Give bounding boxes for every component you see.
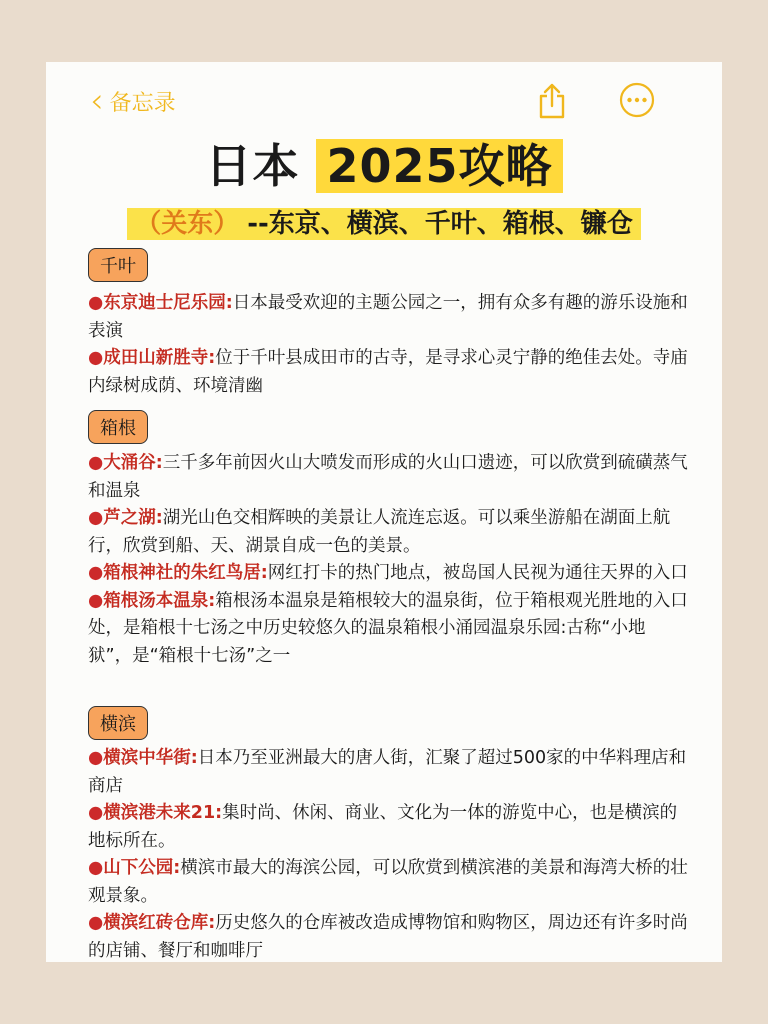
back-label: 备忘录 <box>109 90 176 116</box>
section-heading-chiba: 千叶 <box>88 248 148 282</box>
item-name: 成田山新胜寺: <box>103 348 216 368</box>
item-name: 箱根汤本温泉: <box>103 590 216 611</box>
section-list-yokohama <box>88 745 688 965</box>
bullet-icon: ● <box>88 803 104 823</box>
item-name: 山下公园: <box>103 858 181 878</box>
item-name: 箱根神社的朱红鸟居: <box>103 563 268 583</box>
subtitle <box>0 203 768 240</box>
section-list-chiba <box>88 290 688 400</box>
item-desc: 网红打卡的热门地点，被岛国人民视为通往天界的入口 <box>267 563 688 583</box>
section-list-hakone <box>88 450 688 670</box>
share-icon[interactable] <box>536 82 568 120</box>
list-item <box>88 855 688 910</box>
bullet-icon: ● <box>88 590 104 611</box>
list-item <box>88 505 688 560</box>
item-desc: 箱根汤本温泉是箱根较大的温泉街，位于箱根观光胜地的入口处，是箱根十七汤之中历史较悠久的温泉箱根小涌园温泉乐园:古称“小地狱”，是“箱根十七汤”之一 <box>88 590 688 666</box>
bullet-icon: ● <box>88 348 104 368</box>
chevron-left-icon: ‹ <box>90 81 104 121</box>
title-part1: 日本 <box>205 139 300 193</box>
list-item <box>88 345 688 400</box>
item-name: 横滨中华街: <box>103 748 198 768</box>
item-name: 东京迪士尼乐园: <box>103 293 233 313</box>
bullet-icon: ● <box>88 563 104 583</box>
item-desc: 横滨市最大的海滨公园，可以欣赏到横滨港的美景和海湾大桥的壮观景象。 <box>88 858 688 906</box>
bullet-icon: ● <box>88 858 104 878</box>
title-part2-highlight: 2025攻略 <box>316 139 562 193</box>
list-item <box>88 588 688 671</box>
subtitle-region: （关东） <box>131 208 243 240</box>
item-name: 横滨港未来21: <box>103 803 223 823</box>
more-options-icon[interactable] <box>619 82 655 118</box>
item-name: 横滨红砖仓库: <box>103 913 216 933</box>
list-item <box>88 560 688 588</box>
list-item <box>88 290 688 345</box>
subtitle-cities: --东京、横滨、千叶、箱根、镰仓 <box>243 208 637 240</box>
page-title <box>0 130 768 196</box>
bullet-icon: ● <box>88 508 104 528</box>
item-desc: 湖光山色交相辉映的美景让人流连忘返。可以乘坐游船在湖面上航行，欣赏到船、天、湖景自成一色的美景。 <box>88 508 671 556</box>
back-button[interactable] <box>90 81 176 121</box>
section-heading-hakone: 箱根 <box>88 410 148 444</box>
item-name: 大涌谷: <box>103 453 163 473</box>
bullet-icon: ● <box>88 748 104 768</box>
list-item <box>88 450 688 505</box>
bullet-icon: ● <box>88 453 104 473</box>
item-desc: 位于千叶县成田市的古寺，是寻求心灵宁静的绝佳去处。寺庙内绿树成荫、环境清幽 <box>88 348 688 396</box>
bullet-icon: ● <box>88 293 104 313</box>
list-item <box>88 800 688 855</box>
subtitle-highlight <box>127 208 641 240</box>
list-item <box>88 745 688 800</box>
bullet-icon: ● <box>88 913 104 933</box>
item-desc: 集时尚、休闲、商业、文化为一体的游览中心，也是横滨的地标所在。 <box>88 803 678 851</box>
item-desc: 日本乃至亚洲最大的唐人街，汇聚了超过500家的中华料理店和商店 <box>88 748 687 796</box>
item-desc: 三千多年前因火山大喷发而形成的火山口遗迹，可以欣赏到硫磺蒸气和温泉 <box>88 453 688 501</box>
item-desc: 历史悠久的仓库被改造成博物馆和购物区，周边还有许多时尚的店铺、餐厅和咖啡厅 <box>88 913 688 961</box>
list-item <box>88 910 688 965</box>
section-heading-yokohama: 横滨 <box>88 706 148 740</box>
item-name: 芦之湖: <box>103 508 163 528</box>
item-desc: 日本最受欢迎的主题公园之一，拥有众多有趣的游乐设施和表演 <box>88 293 688 341</box>
